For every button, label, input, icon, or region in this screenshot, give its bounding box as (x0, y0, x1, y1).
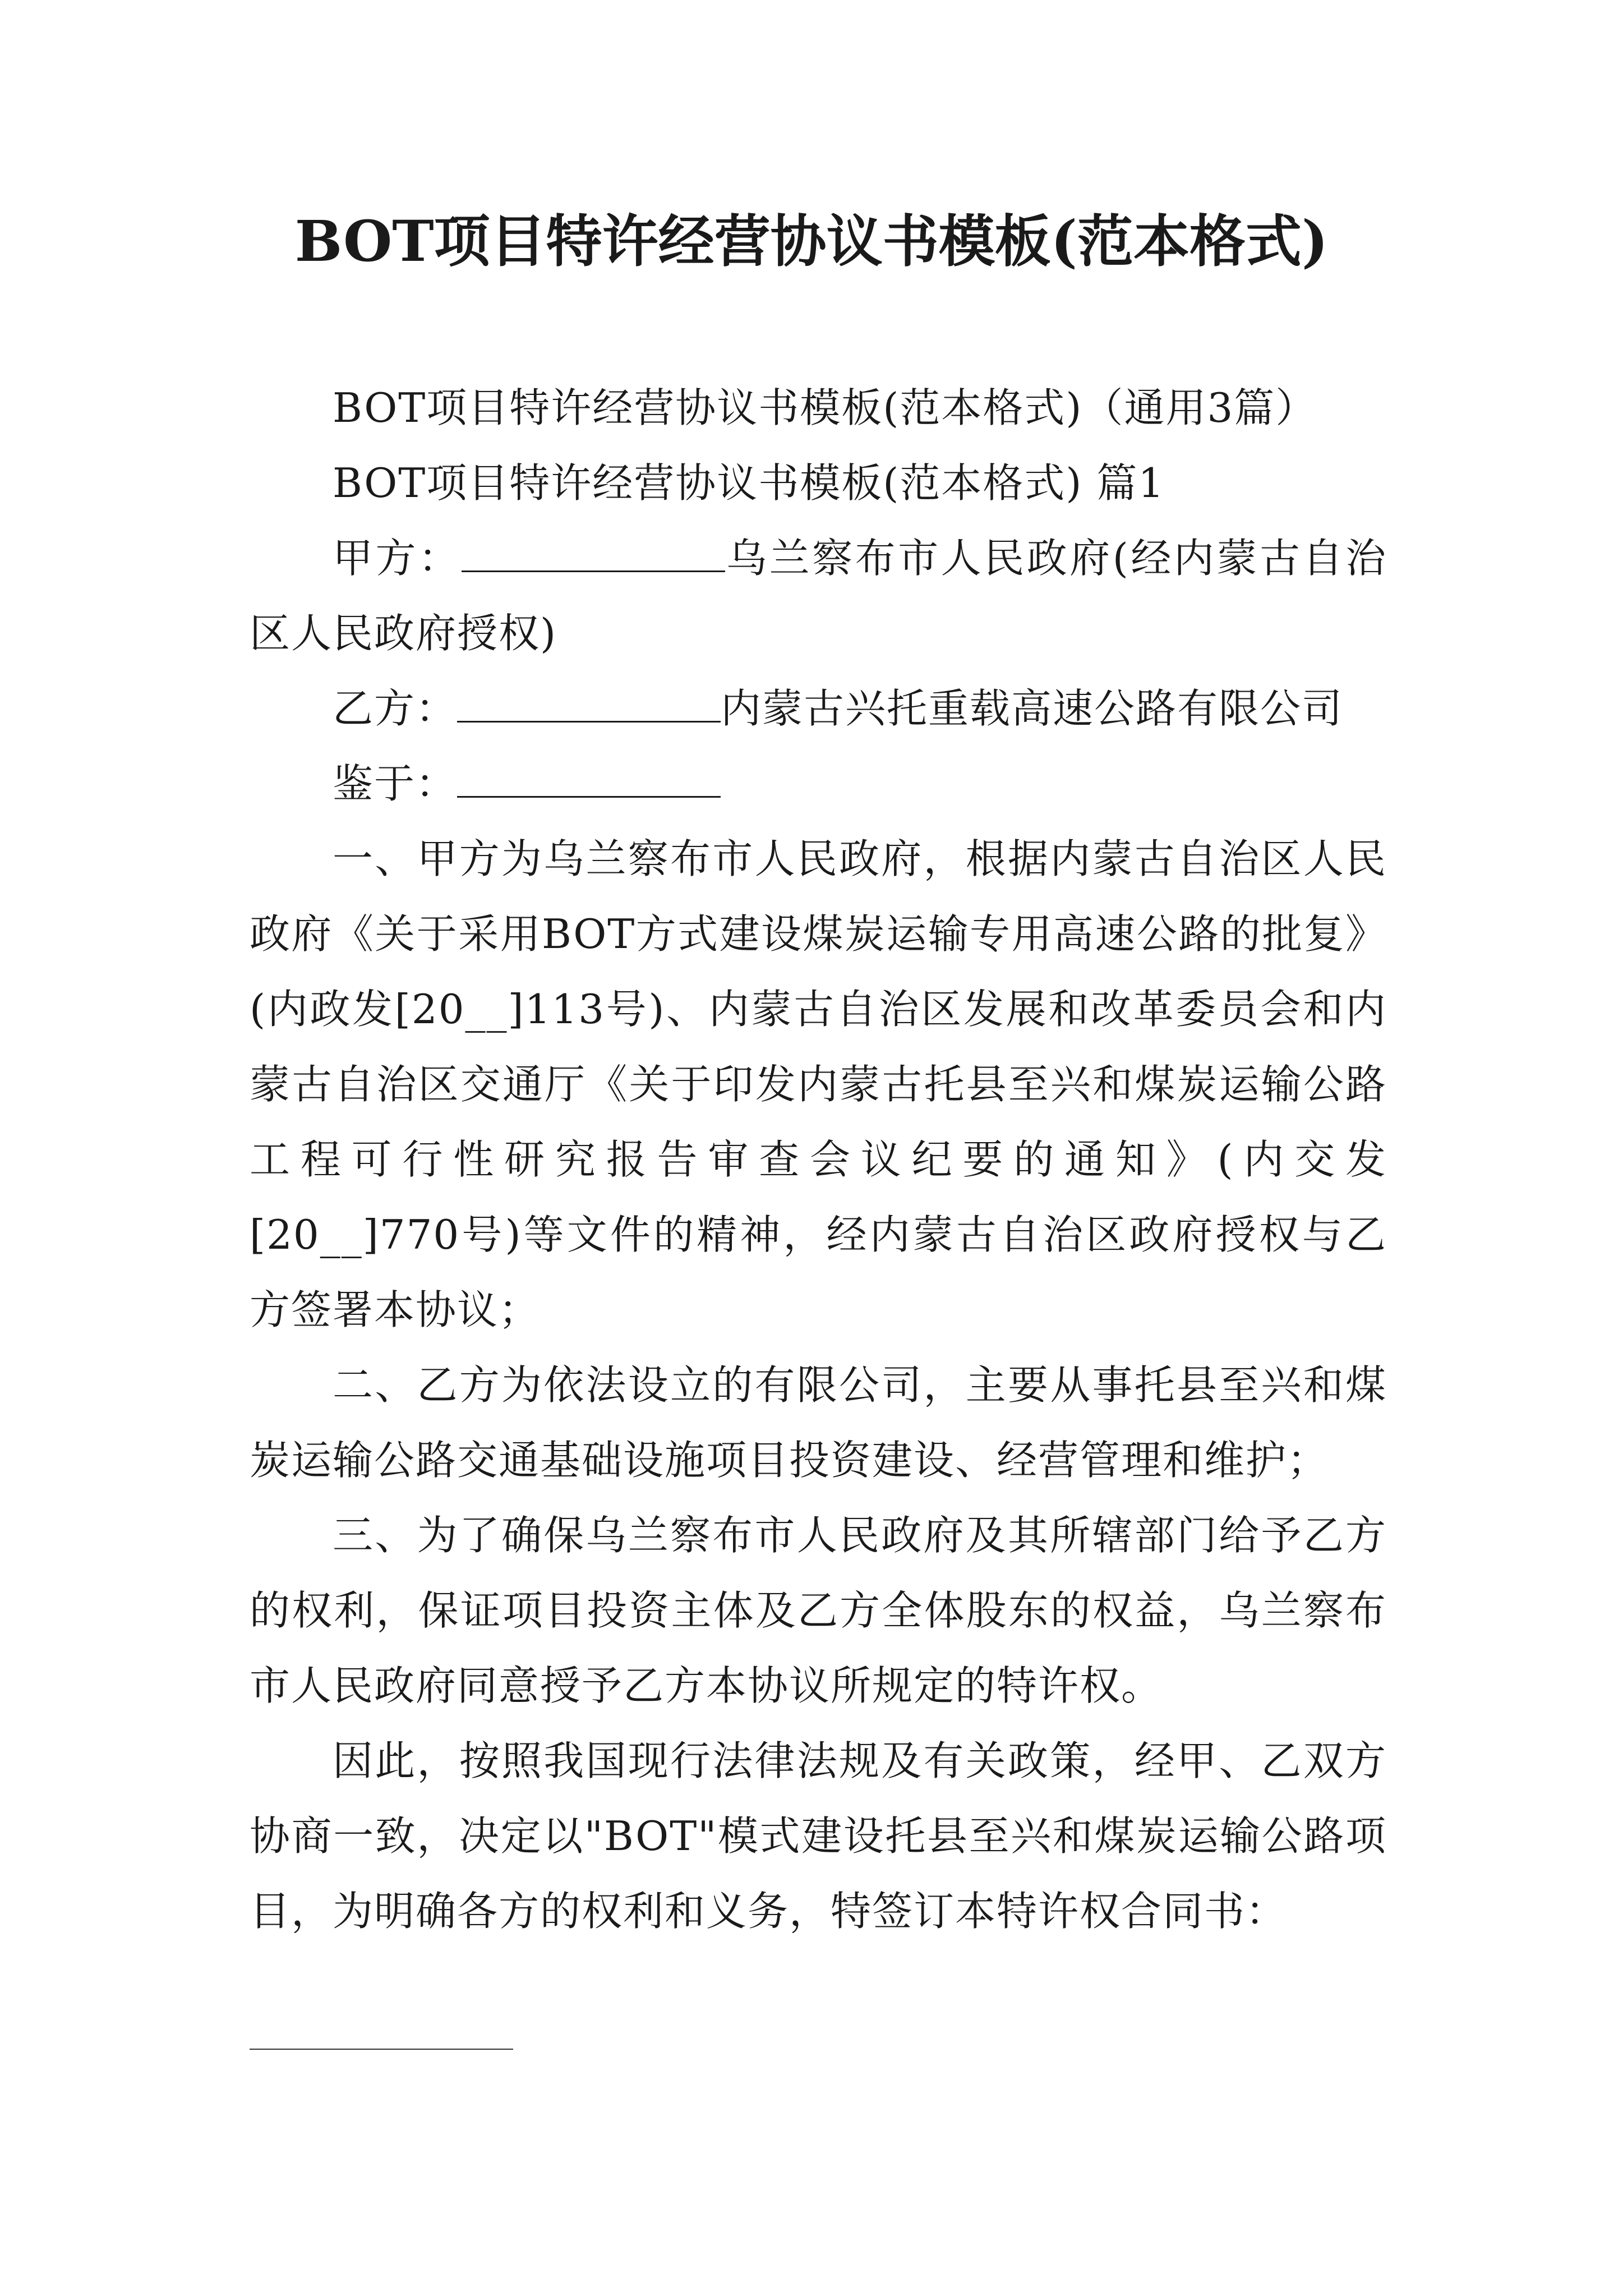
whereas-label: 鉴于： (333, 760, 458, 807)
party-b-label: 乙方： (333, 685, 458, 732)
party-a-line (250, 521, 1387, 671)
party-b-value: 内蒙古兴托重载高速公路有限公司 (721, 685, 1344, 732)
party-a-label: 甲方： (333, 535, 462, 582)
clause-1: 一、甲方为乌兰察布市人民政府，根据内蒙古自治区人民政府《关于采用BOT方式建设煤炭运输专用高速公路的批复》(内政发[20__]113号)、内蒙古自治区发展和改革委员会和内蒙古自治区交通厅《关于印发内蒙古托县至兴和煤炭运输公路工程可行性研究报告审查会议纪要的通知》(内交发[20__]770号)等文件的精神，经内蒙古自治区政府授权与乙方签署本协议； (250, 835, 1387, 1333)
conclusion-paragraph: 因此，按照我国现行法律法规及有关政策，经甲、乙双方协商一致，决定以"BOT"模式建设托县至兴和煤炭运输公路项目，为明确各方的权利和义务，特签订本特许权合同书： (250, 1737, 1387, 1935)
party-a-value: 乌兰察布市人民政府(经内蒙古自治区人民政府授权) (250, 535, 1387, 657)
footnote-rule (250, 2049, 513, 2050)
document-subtitle: BOT项目特许经营协议书模板(范本格式)（通用3篇） (333, 384, 1317, 431)
section-heading: BOT项目特许经营协议书模板(范本格式) 篇1 (333, 459, 1165, 507)
clause-3: 三、为了确保乌兰察布市人民政府及其所辖部门给予乙方的权利，保证项目投资主体及乙方全体股东的权益，乌兰察布市人民政府同意授予乙方本协议所规定的特许权。 (250, 1512, 1387, 1709)
document-title: BOT项目特许经营协议书模板(范本格式) (294, 208, 1329, 274)
document-body (250, 370, 1387, 1949)
party-b-blank (457, 687, 721, 723)
whereas-blank (457, 762, 721, 798)
party-a-blank (462, 537, 725, 572)
clause-2: 二、乙方为依法设立的有限公司，主要从事托县至兴和煤炭运输公路交通基础设施项目投资建设、经营管理和维护； (250, 1361, 1387, 1484)
whereas-line (250, 746, 1387, 821)
party-b-line (250, 671, 1387, 746)
